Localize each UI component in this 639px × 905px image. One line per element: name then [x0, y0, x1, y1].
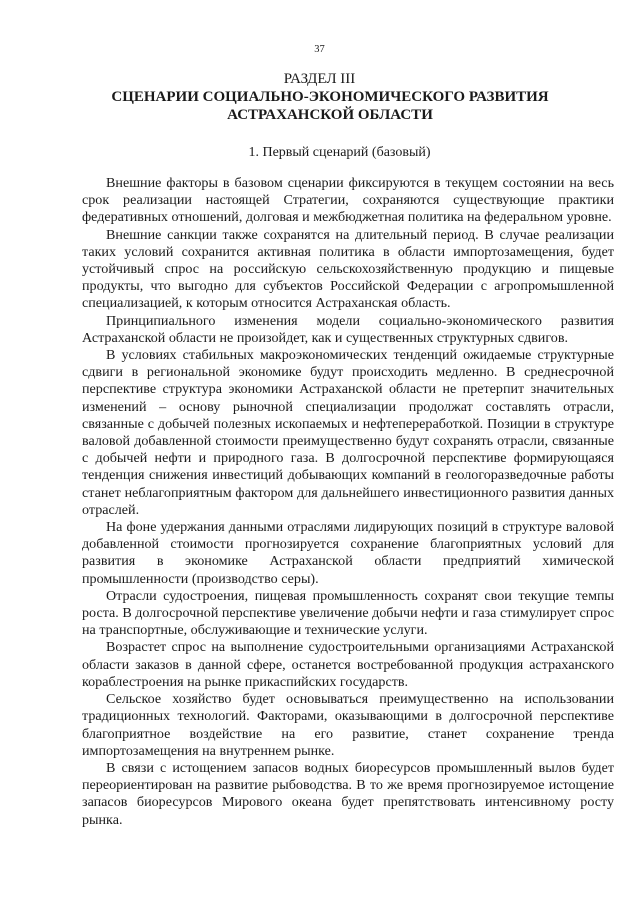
paragraph: Внешние факторы в базовом сценарии фиксируются в текущем состоянии на весь срок реализации настоящей Стратегии, сохраняются существующие практики федеративных отношений, долговая и межбюджетная политика на федеральном уровне.	[82, 175, 614, 226]
paragraph: Внешние санкции также сохранятся на длительный период. В случае реализации таких условий сохранится активная политика в области импортозамещения, будет устойчивый спрос на российскую сельскохозяйственную продукцию и пищевые продукты, что выгодно для субъектов Российской Федерации с агропромышленной специализацией, к которым относится Астраханская область.	[82, 226, 614, 312]
scenario-subtitle: 1. Первый сценарий (базовый)	[248, 145, 431, 160]
body-text	[82, 175, 614, 829]
paragraph: Сельское хозяйство будет основываться преимущественно на использовании традиционных технологий. Факторами, оказывающими в долгосрочной перспективе благоприятное воздействие на его развитие, станет сохранение тренда импортозамещения на внутреннем рынке.	[82, 691, 614, 759]
paragraph: Возрастет спрос на выполнение судостроительными организациями Астраханской области заказов в данной сфере, останется востребованной продукция астраханского кораблестроения на рынке прикаспийских государств.	[82, 639, 614, 690]
section-label: РАЗДЕЛ III	[283, 71, 356, 87]
paragraph: В условиях стабильных макроэкономических тенденций ожидаемые структурные сдвиги в региональной экономике будут происходить медленно. В среднесрочной перспективе структура экономики Астраханской области не претерпит значительных изменений – основу рыночной специализации продолжат составлять отрасли, связанные с добычей полезных ископаемых и нефтепереработкой. Позиции в структуре валовой добавленной стоимости преимущественно будут сохранять отрасли, связанные с добычей нефти и природного газа. В долгосрочной перспективе формирующаяся тенденция снижения инвестиций добывающих компаний в геологоразведочные работы станет неблагоприятным фактором для дальнейшего инвестиционного развития данных отраслей.	[82, 347, 614, 518]
page-number: 37	[314, 44, 325, 55]
paragraph: На фоне удержания данными отраслями лидирующих позиций в структуре валовой добавленной стоимости прогнозируется сохранение благоприятных условий для развития в экономике Астраханской области предприятий химической промышленности (производство серы).	[82, 519, 614, 587]
paragraph: Отрасли судостроения, пищевая промышленность сохранят свои текущие темпы роста. В долгосрочной перспективе увеличение добычи нефти и газа стимулирует спрос на транспортные, обслуживающие и технические услуги.	[82, 587, 614, 639]
section-title: СЦЕНАРИИ СОЦИАЛЬНО-ЭКОНОМИЧЕСКОГО РАЗВИТИЯ АСТРАХАНСКОЙ ОБЛАСТИ	[111, 89, 549, 123]
paragraph: Принципиального изменения модели социально-экономического развития Астраханской области не произойдет, как и существенных структурных сдвигов.	[82, 312, 614, 346]
paragraph: В связи с истощением запасов водных биоресурсов промышленный вылов будет переориентирован на развитие рыбоводства. В то же время прогнозируемое истощение запасов биоресурсов Мирового океана будет препятствовать интенсивному росту рынка.	[82, 759, 614, 828]
